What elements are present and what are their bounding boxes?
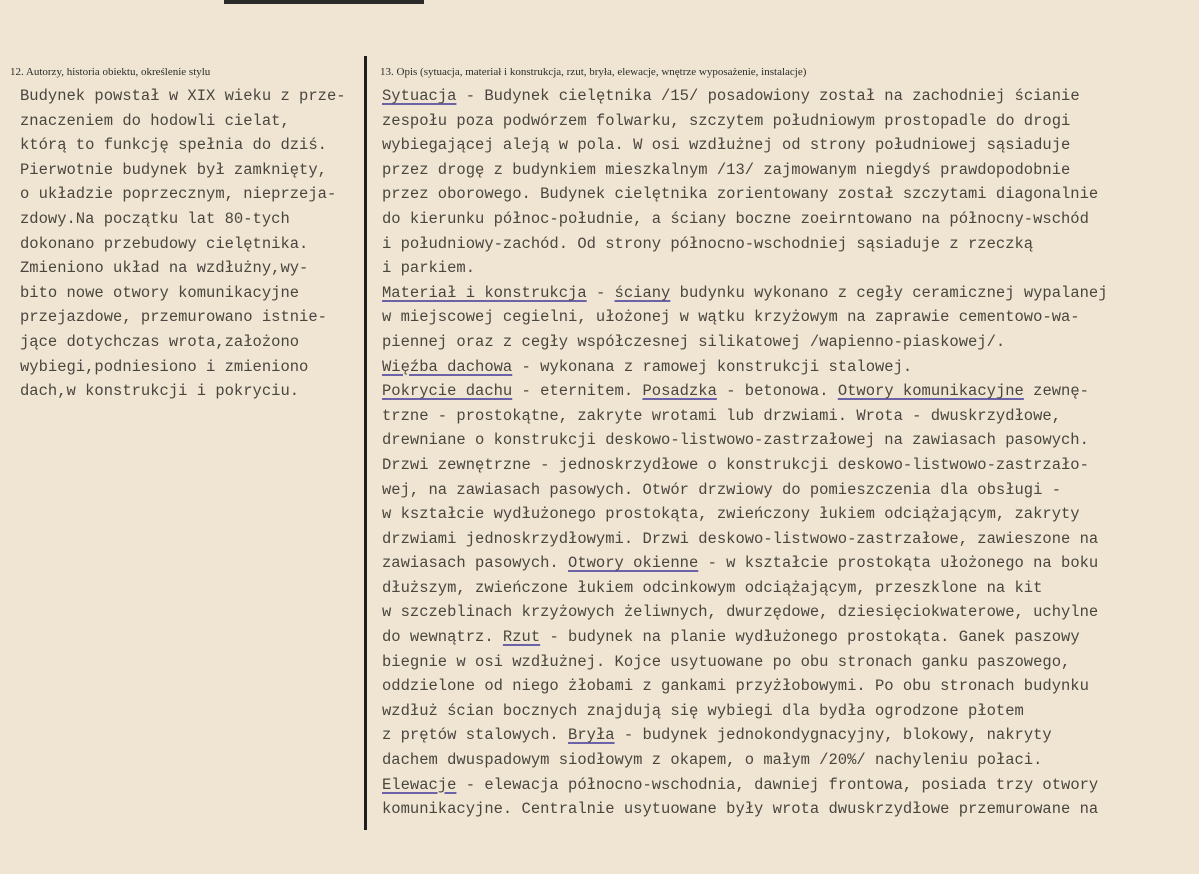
description-text-line (382, 133, 1192, 158)
description-text-line (382, 723, 1192, 748)
description-text-segment: - wykonana z ramowej konstrukcji stalowej. (512, 357, 913, 376)
description-text-segment: - betonowa. (716, 382, 838, 401)
description-text-segment: przez drogę z budynkiem mieszkalnym /13/ zajmowanym niegdyś prawdopodobnie (382, 160, 1071, 179)
description-text-line (382, 551, 1192, 576)
description-text-segment: trzne - prostokątne, zakryte wrotami lub drzwiami. Wrota - dwuskrzydłowe, (382, 406, 1062, 425)
description-text-segment: oddzielone od niego żłobami z gankami przyżłobowymi. Po obu stronach budynku (382, 677, 1089, 696)
underlined-subheading: Posadzka (642, 382, 717, 401)
underlined-subheading: Otwory komunikacyjne (837, 382, 1024, 401)
history-text-line: znaczeniem do hodowli cielat, (20, 111, 290, 130)
description-text-segment: - Budynek cielętnika /15/ posadowiony został na zachodniej ścianie (456, 87, 1080, 105)
history-text-line: dokonano przebudowy cielętnika. (20, 234, 309, 253)
description-text-line (382, 428, 1192, 453)
description-text-segment: zawiasach pasowych. (382, 554, 569, 573)
description-text-line (382, 576, 1192, 601)
description-text-segment: wej, na zawiasach pasowych. Otwór drzwiowy do pomieszczenia dla obsługi - (382, 480, 1062, 499)
underlined-subheading: Materiał i konstrukcja (382, 283, 587, 302)
description-text-segment: budynku wykonano z cegły ceramicznej wypalanej (670, 283, 1108, 302)
history-text-line: jące dotychczas wrota,założono (20, 332, 300, 351)
description-text-segment: przez oborowego. Budynek cielętnika zorientowany został szczytami diagonalnie (382, 185, 1099, 204)
description-text-segment: - budynek jednokondygnacyjny, blokowy, nakryty (614, 726, 1052, 745)
underlined-subheading: Więźba dachowa (382, 357, 513, 376)
description-text-segment: - budynek na planie wydłużonego prostokąta. Ganek paszowy (540, 628, 1080, 647)
history-text-line: którą to funkcję spełnia do dziś. (20, 136, 327, 155)
description-text-block (382, 84, 1192, 822)
description-text-segment: Drzwi zewnętrzne - jednoskrzydłowe o konstrukcji deskowo-listwowo-zastrzało- (382, 455, 1089, 474)
description-text-line (382, 232, 1192, 257)
description-text-segment: i południowy-zachód. Od strony północno-wschodniej sąsiaduje z rzeczką (382, 234, 1034, 253)
description-text-line (382, 256, 1192, 281)
description-text-segment: dłuższym, zwieńczone łukiem odcinkowym odciążającym, przeszklone na kit (382, 578, 1043, 597)
description-text-line (382, 158, 1192, 183)
history-text-line: Pierwotnie budynek był zamknięty, (20, 160, 327, 179)
description-text-line (382, 404, 1192, 429)
description-text-segment: wybiegającej aleją w pola. W osi wzdłużnej od strony południowej sąsiaduje (382, 136, 1071, 155)
description-text-segment: w kształcie wydłużonego prostokąta, zwieńczony łukiem odciążającym, zakryty (382, 505, 1080, 524)
top-edge-rule (224, 0, 424, 4)
description-text-segment: zewnę- (1023, 382, 1089, 401)
underlined-subheading: Sytuacja (382, 87, 457, 105)
description-text-segment: drzwiami jednoskrzydłowymi. Drzwi deskowo-listwowo-zastrzałowe, zawieszone na (382, 529, 1099, 548)
description-text-line (382, 625, 1192, 650)
section-13-heading: 13. Opis (sytuacja, materiał i konstrukcja, rzut, bryła, elewacje, wnętrze wyposażenie, instalacje) (380, 66, 807, 78)
description-text-line (382, 355, 1192, 380)
history-text-line: wybiegi,podniesiono i zmieniono (20, 357, 309, 376)
column-divider (364, 56, 367, 830)
description-text-segment: w szczeblinach krzyżowych żeliwnych, dwurzędowe, dziesięciokwaterowe, uchylne (382, 603, 1099, 622)
history-text-line: bito nowe otwory komunikacyjne (20, 283, 300, 302)
underlined-subheading: ściany (614, 283, 671, 302)
description-text-line (382, 379, 1192, 404)
description-text-segment: - elewacja północno-wschodnia, dawniej frontowa, posiada trzy otwory (456, 775, 1099, 794)
description-text-segment: dachem dwuspadowym siodłowym z okapem, o małym /20%/ nachyleniu połaci. (382, 751, 1043, 770)
history-text-block (20, 84, 360, 404)
description-text-line (382, 699, 1192, 724)
description-text-line (382, 330, 1192, 355)
description-text-line (382, 182, 1192, 207)
description-text-line (382, 207, 1192, 232)
description-text-segment: biegnie w osi wzdłużnej. Kojce usytuowane po obu stronach ganku paszowego, (382, 652, 1071, 671)
description-text-segment: piennej oraz z cegły współczesnej silikatowej /wapienno-piaskowej/. (382, 332, 1006, 351)
description-text-segment: do kierunku północ-południe, a ściany boczne zoeirntowano na północny-wschód (382, 209, 1089, 228)
underlined-subheading: Pokrycie dachu (382, 382, 513, 401)
description-text-segment: - eternitem. (512, 382, 643, 401)
description-text-line (382, 84, 1192, 109)
description-text-line (382, 453, 1192, 478)
description-text-segment: w miejscowej cegielni, ułożonej w wątku krzyżowym na zaprawie cementowo-wa- (382, 308, 1080, 327)
history-text-line: przejazdowe, przemurowano istnie- (20, 308, 327, 327)
history-text-line: o układzie poprzecznym, nieprzeja- (20, 185, 337, 204)
history-text-line: Budynek powstał w XIX wieku z prze- (20, 87, 346, 105)
description-text-segment: i parkiem. (382, 259, 476, 278)
section-12-heading: 12. Autorzy, historia obiektu, określenie stylu (10, 66, 211, 78)
description-text-line (382, 674, 1192, 699)
description-text-line (382, 748, 1192, 773)
description-text-line (382, 281, 1192, 306)
history-text-line: dach,w konstrukcji i pokryciu. (20, 382, 300, 401)
description-text-segment: komunikacyjne. Centralnie usytuowane były wrota dwuskrzydłowe przemurowane na (382, 800, 1099, 819)
description-text-segment: drewniane o konstrukcji deskowo-listwowo-zastrzałowej na zawiasach pasowych. (382, 431, 1089, 450)
description-text-segment: - (586, 283, 615, 302)
description-text-segment: - w kształcie prostokąta ułożonego na boku (698, 554, 1099, 573)
underlined-subheading: Rzut (502, 628, 541, 647)
description-text-line (382, 527, 1192, 552)
description-text-segment: z prętów stalowych. (382, 726, 569, 745)
description-text-line (382, 773, 1192, 798)
underlined-subheading: Bryła (568, 726, 615, 745)
description-text-segment: wzdłuż ścian bocznych znajdują się wybiegi dla bydła ogrodzone płotem (382, 701, 1024, 720)
description-text-line (382, 478, 1192, 503)
underlined-subheading: Otwory okienne (568, 554, 699, 573)
history-text-line: zdowy.Na początku lat 80-tych (20, 209, 290, 228)
underlined-subheading: Elewacje (382, 775, 457, 794)
description-text-line (382, 109, 1192, 134)
description-text-line (382, 650, 1192, 675)
description-text-segment: zespołu poza podwórzem folwarku, szczytem południowym prostopadle do drogi (382, 111, 1071, 130)
description-text-segment: do wewnątrz. (382, 628, 503, 647)
description-text-line (382, 305, 1192, 330)
description-text-line (382, 502, 1192, 527)
history-text-line: Zmieniono układ na wzdłużny,wy- (20, 259, 309, 278)
description-text-line (382, 797, 1192, 822)
description-text-line (382, 600, 1192, 625)
